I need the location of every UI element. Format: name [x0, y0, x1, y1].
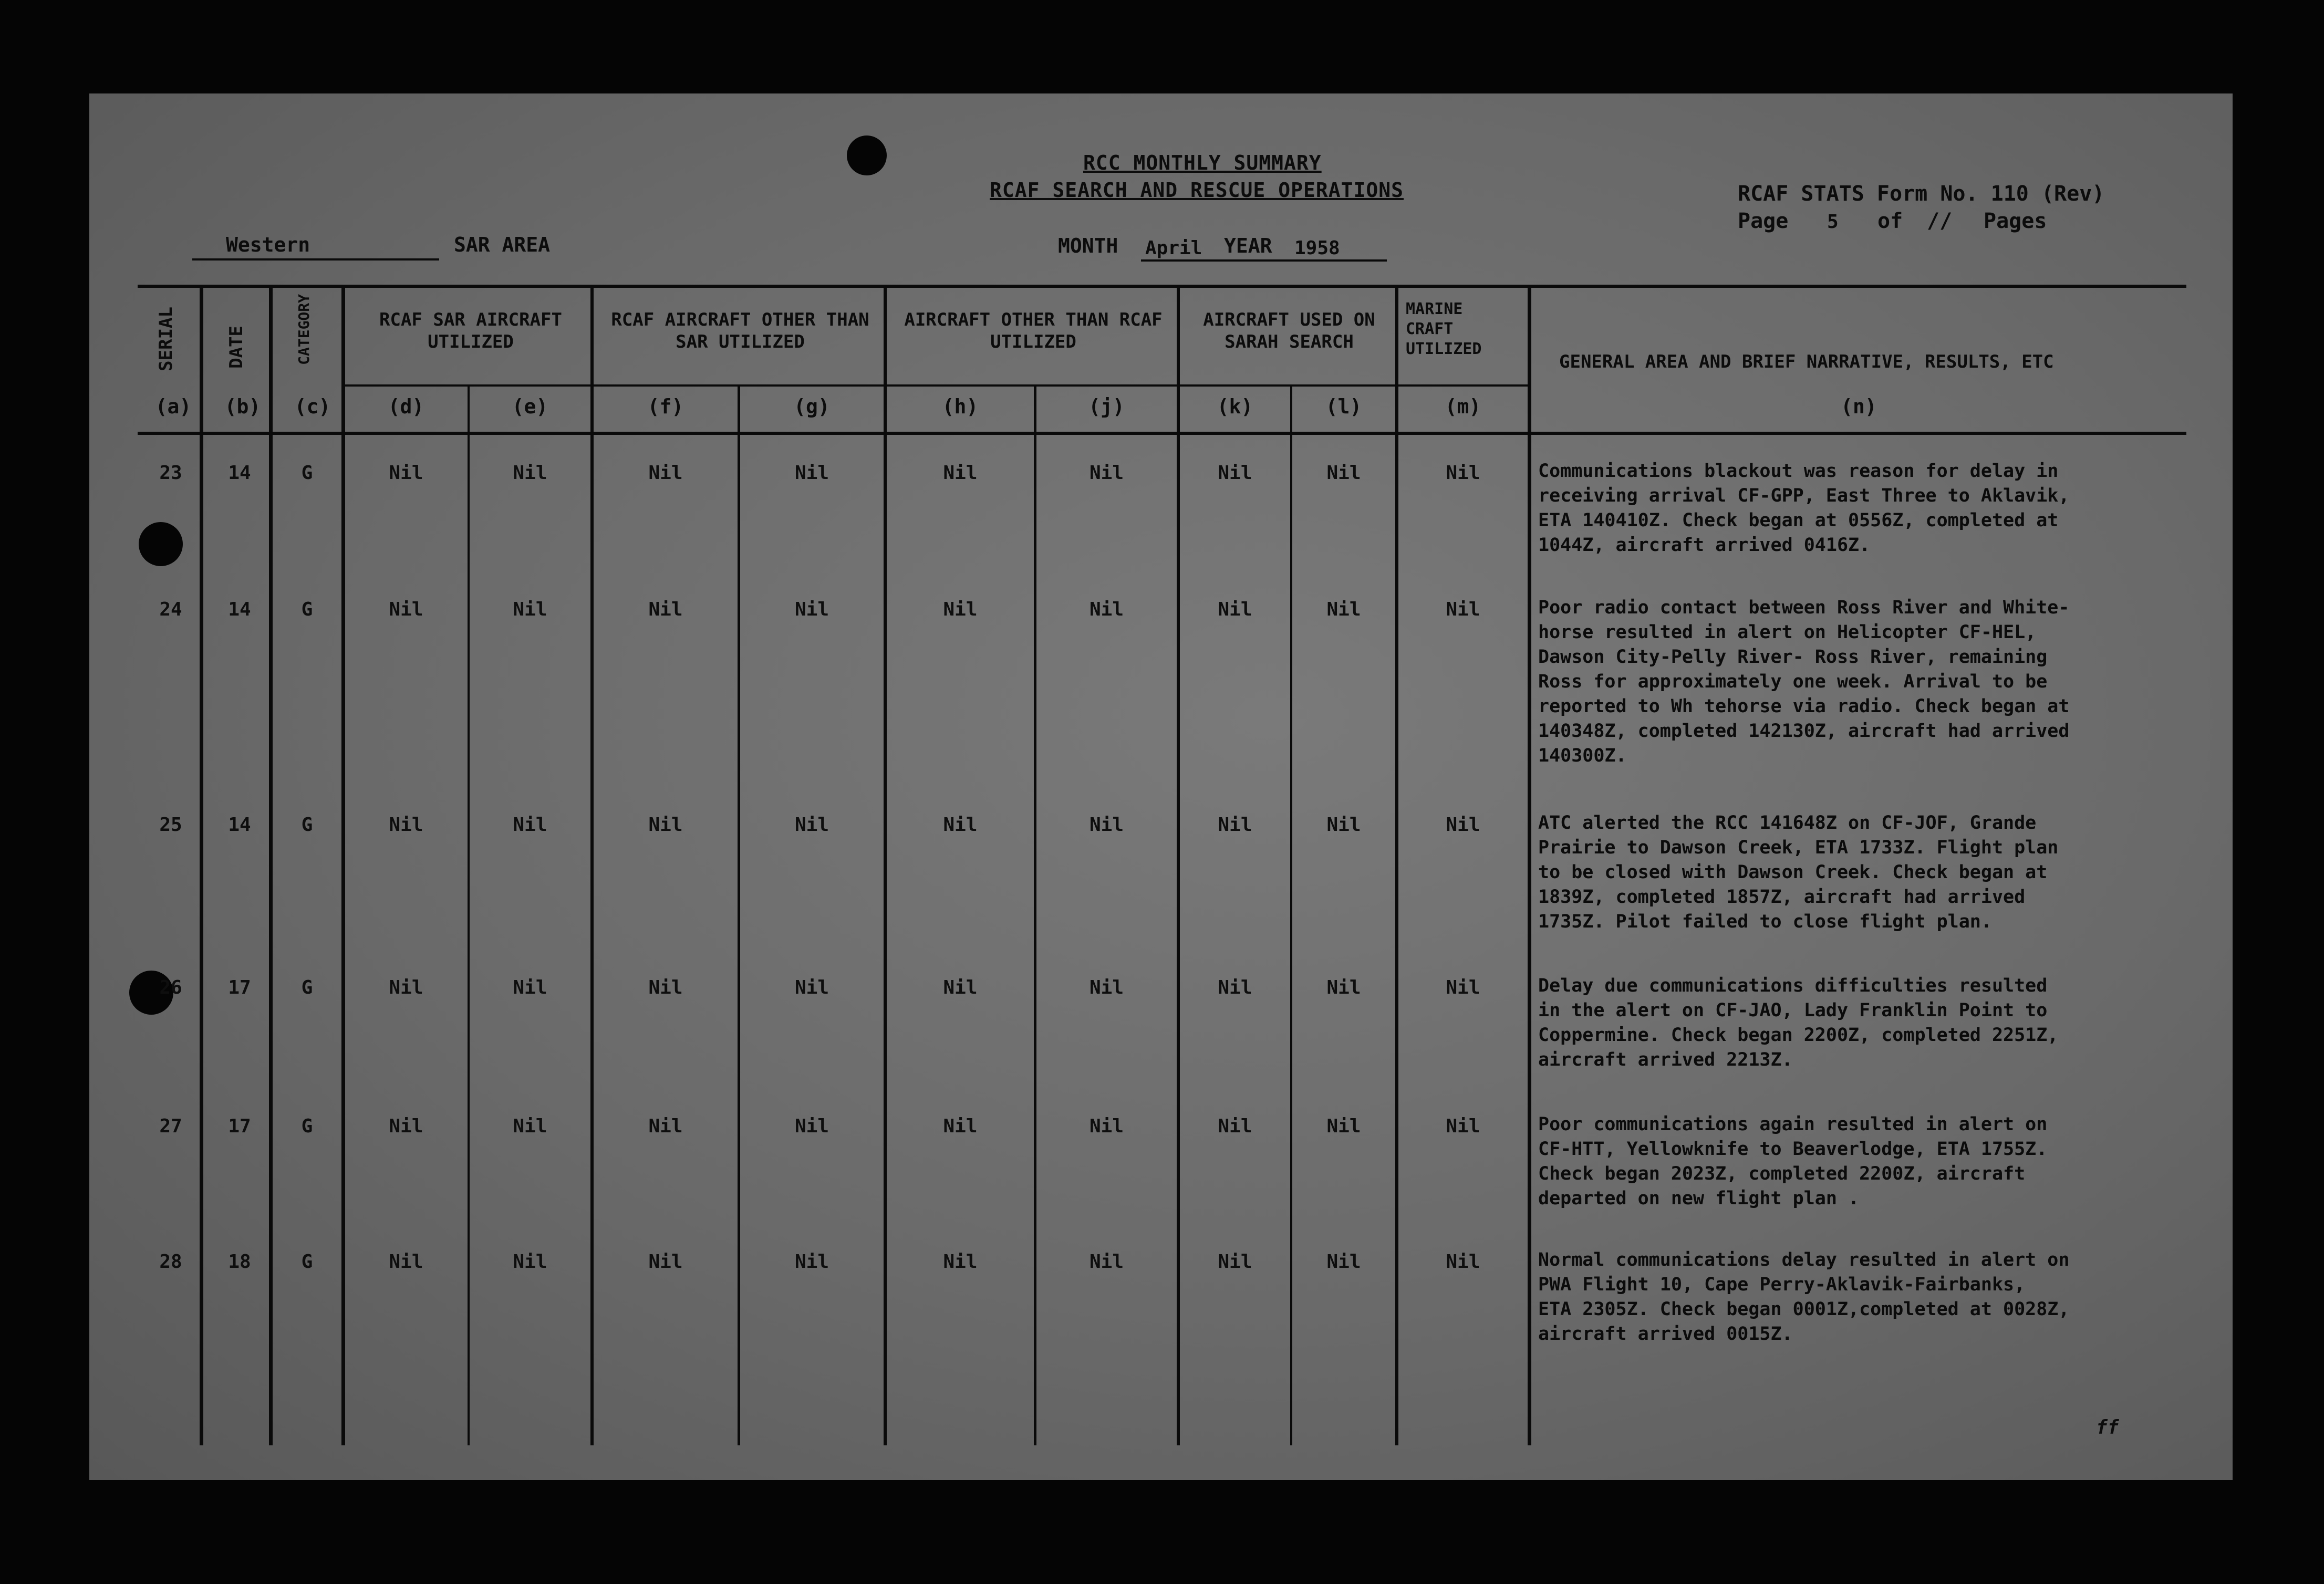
- nil-cell: Nil: [648, 977, 683, 998]
- page-number: 5: [1827, 211, 1839, 233]
- nil-cell: Nil: [389, 599, 423, 620]
- nil-cell: Nil: [1326, 599, 1361, 620]
- nil-cell: Nil: [794, 599, 829, 620]
- area-underline: [192, 258, 439, 260]
- subheader-rule: [345, 384, 1528, 387]
- nil-cell: Nil: [648, 1116, 683, 1137]
- group-header-non-rcaf: AIRCRAFT OTHER THAN RCAF UTILIZED: [904, 309, 1163, 352]
- group-header-marine: MARINE CRAFT UTILIZED: [1406, 300, 1482, 358]
- column-divider: [200, 285, 203, 1445]
- punch-hole: [139, 522, 183, 566]
- column-letter: (n): [1841, 395, 1877, 418]
- nil-cell: Nil: [513, 462, 547, 484]
- serial-cell: 28: [159, 1251, 182, 1273]
- nil-cell: Nil: [513, 1251, 547, 1273]
- nil-cell: Nil: [513, 977, 547, 998]
- nil-cell: Nil: [1446, 462, 1480, 484]
- nil-cell: Nil: [389, 814, 423, 836]
- nil-cell: Nil: [648, 814, 683, 836]
- nil-cell: Nil: [943, 977, 978, 998]
- nil-cell: Nil: [389, 1251, 423, 1273]
- column-letter: (j): [1088, 395, 1125, 418]
- narrative-cell: Normal communications delay resulted in alert on PWA Flight 10, Cape Perry-Aklavik-Fairbanks, ETA 2305Z. Check began 0001Z,completed at 0028Z, aircraft arrived 0015Z.: [1538, 1249, 2070, 1345]
- nil-cell: Nil: [1446, 1251, 1480, 1273]
- nil-cell: Nil: [1218, 599, 1252, 620]
- punch-hole: [847, 136, 887, 175]
- serial-cell: 25: [159, 814, 182, 836]
- date-header: DATE: [226, 326, 247, 369]
- nil-cell: Nil: [794, 1116, 829, 1137]
- nil-cell: Nil: [1218, 814, 1252, 836]
- column-letter: (d): [388, 395, 424, 418]
- nil-cell: Nil: [513, 814, 547, 836]
- nil-cell: Nil: [1089, 1116, 1124, 1137]
- nil-cell: Nil: [1089, 1251, 1124, 1273]
- column-divider: [269, 285, 273, 1445]
- column-letter: (h): [942, 395, 979, 418]
- area-label: SAR AREA: [454, 233, 551, 256]
- column-letter: (l): [1325, 395, 1362, 418]
- month-underline: [1141, 259, 1387, 262]
- date-cell: 17: [228, 1116, 251, 1137]
- nil-cell: Nil: [1446, 977, 1480, 998]
- category-cell: G: [301, 1116, 313, 1137]
- nil-cell: Nil: [943, 462, 978, 484]
- group-header-rcaf-other: RCAF AIRCRAFT OTHER THAN SAR UTILIZED: [611, 309, 869, 352]
- nil-cell: Nil: [1218, 1116, 1252, 1137]
- nil-cell: Nil: [794, 977, 829, 998]
- nil-cell: Nil: [1326, 814, 1361, 836]
- month-label: MONTH: [1058, 234, 1118, 257]
- nil-cell: Nil: [1218, 1251, 1252, 1273]
- nil-cell: Nil: [1089, 814, 1124, 836]
- nil-cell: Nil: [943, 1116, 978, 1137]
- narrative-cell: ATC alerted the RCC 141648Z on CF-JOF, Grande Prairie to Dawson Creek, ETA 1733Z. Flight plan to be closed with Dawson Creek. Check began at 1839Z, completed 1857Z, aircraft had arrived 1735Z. Pilot failed to close flight plan.: [1538, 812, 2059, 932]
- column-divider: [1290, 384, 1292, 1445]
- form-title: RCC MONTHLY SUMMARY: [1083, 151, 1322, 174]
- header-bottom-rule: [138, 432, 2186, 435]
- year-value: 1958: [1294, 237, 1340, 259]
- narrative-cell: Communications blackout was reason for delay in receiving arrival CF-GPP, East Three to Aklavik, ETA 140410Z. Check began at 0556Z, completed at 1044Z, aircraft arrived 0416Z.: [1538, 461, 2070, 556]
- nil-cell: Nil: [1446, 599, 1480, 620]
- nil-cell: Nil: [1326, 1116, 1361, 1137]
- column-divider: [1528, 285, 1531, 1445]
- column-letter: (b): [224, 395, 261, 418]
- serial-cell: 26: [159, 977, 182, 998]
- serial-cell: 24: [159, 599, 182, 620]
- column-letter: (a): [155, 395, 192, 418]
- nil-cell: Nil: [1326, 977, 1361, 998]
- column-letter: (m): [1445, 395, 1481, 418]
- nil-cell: Nil: [389, 462, 423, 484]
- nil-cell: Nil: [648, 1251, 683, 1273]
- area-value: Western: [226, 233, 310, 256]
- nil-cell: Nil: [648, 599, 683, 620]
- nil-cell: Nil: [943, 1251, 978, 1273]
- column-letter: (g): [794, 395, 830, 418]
- nil-cell: Nil: [1326, 462, 1361, 484]
- category-cell: G: [301, 1251, 313, 1273]
- nil-cell: Nil: [513, 1116, 547, 1137]
- nil-cell: Nil: [1218, 977, 1252, 998]
- nil-cell: Nil: [943, 599, 978, 620]
- narrative-header: GENERAL AREA AND BRIEF NARRATIVE, RESULTS, ETC: [1559, 351, 2054, 372]
- date-cell: 14: [228, 462, 251, 484]
- category-cell: G: [301, 462, 313, 484]
- nil-cell: Nil: [1089, 462, 1124, 484]
- nil-cell: Nil: [513, 599, 547, 620]
- serial-cell: 23: [159, 462, 182, 484]
- nil-cell: Nil: [1326, 1251, 1361, 1273]
- table-top-border: [138, 285, 2186, 288]
- category-cell: G: [301, 977, 313, 998]
- page-total: //: [1927, 209, 1953, 233]
- column-letter: (c): [294, 395, 331, 418]
- nil-cell: Nil: [794, 462, 829, 484]
- year-label: YEAR: [1224, 234, 1272, 257]
- footer-mark: ff: [2096, 1417, 2119, 1439]
- serial-header: SERIAL: [155, 307, 177, 371]
- nil-cell: Nil: [1218, 462, 1252, 484]
- serial-cell: 27: [159, 1116, 182, 1137]
- narrative-cell: Poor radio contact between Ross River and White- horse resulted in alert on Helicopter CF-HEL, Dawson City-Pelly River- Ross River, remaining Ross for approximately one week. Arrival to be reported to Wh tehorse via radio. Check began at 140348Z, completed 142130Z, aircraft had arrived 140300Z.: [1538, 597, 2070, 766]
- pages-label: Pages: [1984, 209, 2047, 233]
- column-letter: (k): [1217, 395, 1253, 418]
- nil-cell: Nil: [794, 814, 829, 836]
- form-number: RCAF STATS Form No. 110 (Rev): [1738, 182, 2105, 206]
- category-header: CATEGORY: [295, 294, 313, 365]
- column-divider: [1034, 384, 1036, 1445]
- category-cell: G: [301, 814, 313, 836]
- nil-cell: Nil: [794, 1251, 829, 1273]
- nil-cell: Nil: [648, 462, 683, 484]
- category-cell: G: [301, 599, 313, 620]
- nil-cell: Nil: [1089, 599, 1124, 620]
- column-letter: (e): [512, 395, 548, 418]
- date-cell: 14: [228, 814, 251, 836]
- column-divider: [738, 384, 740, 1445]
- date-cell: 18: [228, 1251, 251, 1273]
- nil-cell: Nil: [1446, 814, 1480, 836]
- date-cell: 17: [228, 977, 251, 998]
- nil-cell: Nil: [1446, 1116, 1480, 1137]
- nil-cell: Nil: [1089, 977, 1124, 998]
- date-cell: 14: [228, 599, 251, 620]
- column-letter: (f): [647, 395, 684, 418]
- narrative-cell: Poor communications again resulted in alert on CF-HTT, Yellowknife to Beaverlodge, ETA 1755Z. Check began 2023Z, completed 2200Z, aircraft departed on new flight plan .: [1538, 1114, 2048, 1209]
- of-label: of: [1877, 209, 1903, 233]
- month-value: April: [1145, 237, 1202, 259]
- narrative-cell: Delay due communications difficulties resulted in the alert on CF-JAO, Lady Franklin Point to Coppermine. Check began 2200Z, completed 2251Z, aircraft arrived 2213Z.: [1538, 975, 2059, 1070]
- group-header-rcaf-sar: RCAF SAR AIRCRAFT UTILIZED: [379, 309, 562, 352]
- page-label: Page: [1738, 209, 1789, 233]
- nil-cell: Nil: [389, 977, 423, 998]
- column-divider: [468, 384, 470, 1445]
- form-subtitle: RCAF SEARCH AND RESCUE OPERATIONS: [990, 179, 1404, 202]
- nil-cell: Nil: [943, 814, 978, 836]
- nil-cell: Nil: [389, 1116, 423, 1137]
- group-header-sarah: AIRCRAFT USED ON SARAH SEARCH: [1203, 309, 1375, 352]
